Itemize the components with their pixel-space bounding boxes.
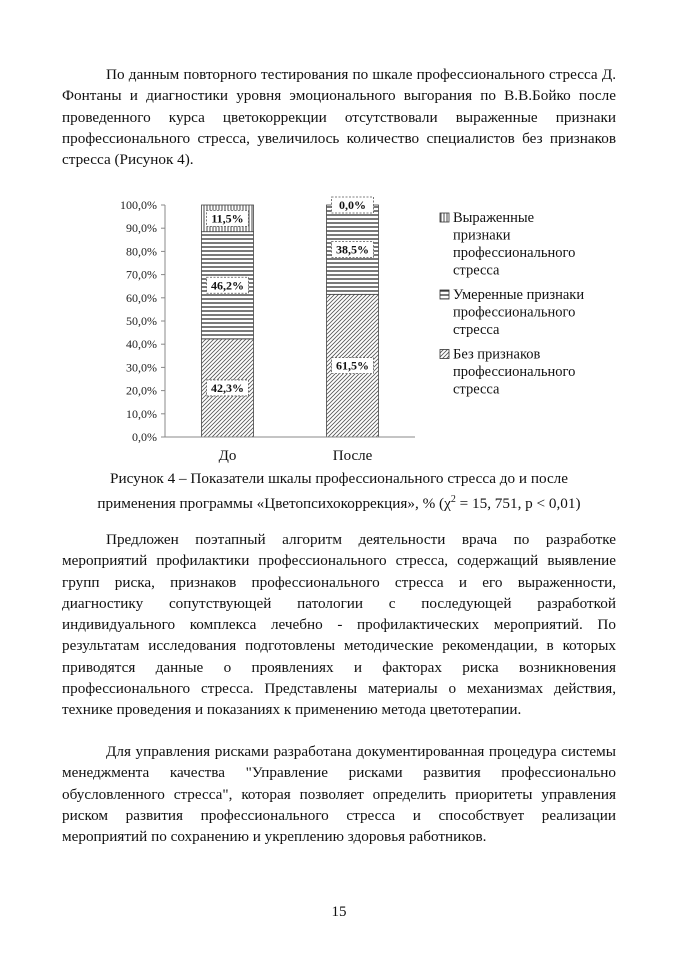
page-number: 15 — [331, 904, 347, 920]
y-tick-label: 20,0% — [126, 383, 157, 398]
y-tick-label: 0,0% — [132, 430, 157, 444]
paragraph-algorithm: Предложен поэтапный алгоритм деятельности врача по разработке мероприятий профилактики профессионального стресса, содержащий выявление групп риска, признаков профессионального стресса и его выраженности, диагностику сопутствующей патологии с последующей разработкой индивидуального комплекса лечебно - профилактических мероприятий. По результатам исследования подготовлены методические рекомендации, в которых приводятся данные о проявлениях и факторах риска возникновения профессионального стресса. Представлены материалы о механизмах действия, технике проведения и показаниях к применению метода цветотерапии. — [62, 531, 616, 719]
legend-swatch — [440, 350, 449, 359]
legend — [440, 210, 584, 398]
data-label: 42,3% — [211, 380, 244, 395]
legend-label: профессионального — [453, 364, 576, 380]
legend-label: стресса — [453, 262, 500, 279]
y-tick-label: 30,0% — [126, 360, 157, 375]
y-tick-label: 70,0% — [126, 267, 157, 282]
data-label: 11,5% — [211, 211, 244, 226]
x-axis — [165, 437, 415, 464]
caption-chi-exponent: 2 — [450, 494, 456, 505]
legend-label: Без признаков — [453, 346, 541, 363]
bars — [202, 205, 379, 437]
y-tick-label: 60,0% — [126, 290, 157, 305]
y-tick-label: 90,0% — [126, 221, 157, 236]
legend-swatch — [440, 290, 449, 299]
data-label: 38,5% — [336, 242, 369, 257]
caption-line2-stat: = 15, 751, p < 0,01) — [455, 495, 581, 513]
y-tick-label: 40,0% — [126, 337, 157, 352]
caption-line2-text: применения программы «Цветопсихокоррекция», % (χ — [97, 495, 451, 513]
legend-label: профессионального — [453, 304, 576, 321]
x-tick-label: После — [332, 448, 373, 464]
legend-swatch — [440, 213, 449, 222]
y-axis — [120, 198, 165, 444]
stacked-bar-chart — [95, 190, 605, 468]
caption-line1: Рисунок 4 – Показатели шкалы профессионального стресса до и после — [110, 470, 568, 487]
data-label: 61,5% — [336, 358, 369, 373]
figure-caption — [62, 468, 616, 514]
y-tick-label: 10,0% — [126, 406, 157, 421]
y-tick-label: 100,0% — [120, 198, 157, 212]
legend-label: стресса — [453, 322, 500, 338]
x-tick-label: До — [218, 448, 237, 464]
y-tick-label: 50,0% — [126, 314, 157, 328]
paragraph-risk-management: Для управления рисками разработана документированная процедура системы менеджмента качества "Управление рисками развития профессионально обусловленного стресса", которая позволяет определить приоритеты управления риском развития профессионального стресса и способствует реализации мероприятий по сохранению и укреплению здоровья работников. — [62, 743, 616, 846]
legend-label: признаки — [453, 227, 511, 244]
y-tick-label: 80,0% — [126, 244, 157, 259]
legend-label: Умеренные признаки — [453, 287, 585, 303]
data-label: 0,0% — [339, 198, 366, 212]
data-label: 46,2% — [211, 278, 244, 293]
paragraph-intro: По данным повторного тестирования по шкале профессионального стресса Д. Фонтаны и диагностики уровня эмоционального выгорания по В.В.Бойко после проведенного курса цветокоррекции отсутствовали выраженные признаки профессионального стресса, увеличилось количество специалистов без признаков стресса (Рисунок 4). — [62, 66, 616, 169]
legend-label: профессионального — [453, 245, 576, 261]
legend-label: Выраженные — [453, 210, 535, 226]
caption-line2 — [97, 495, 580, 512]
legend-label: стресса — [453, 381, 500, 398]
